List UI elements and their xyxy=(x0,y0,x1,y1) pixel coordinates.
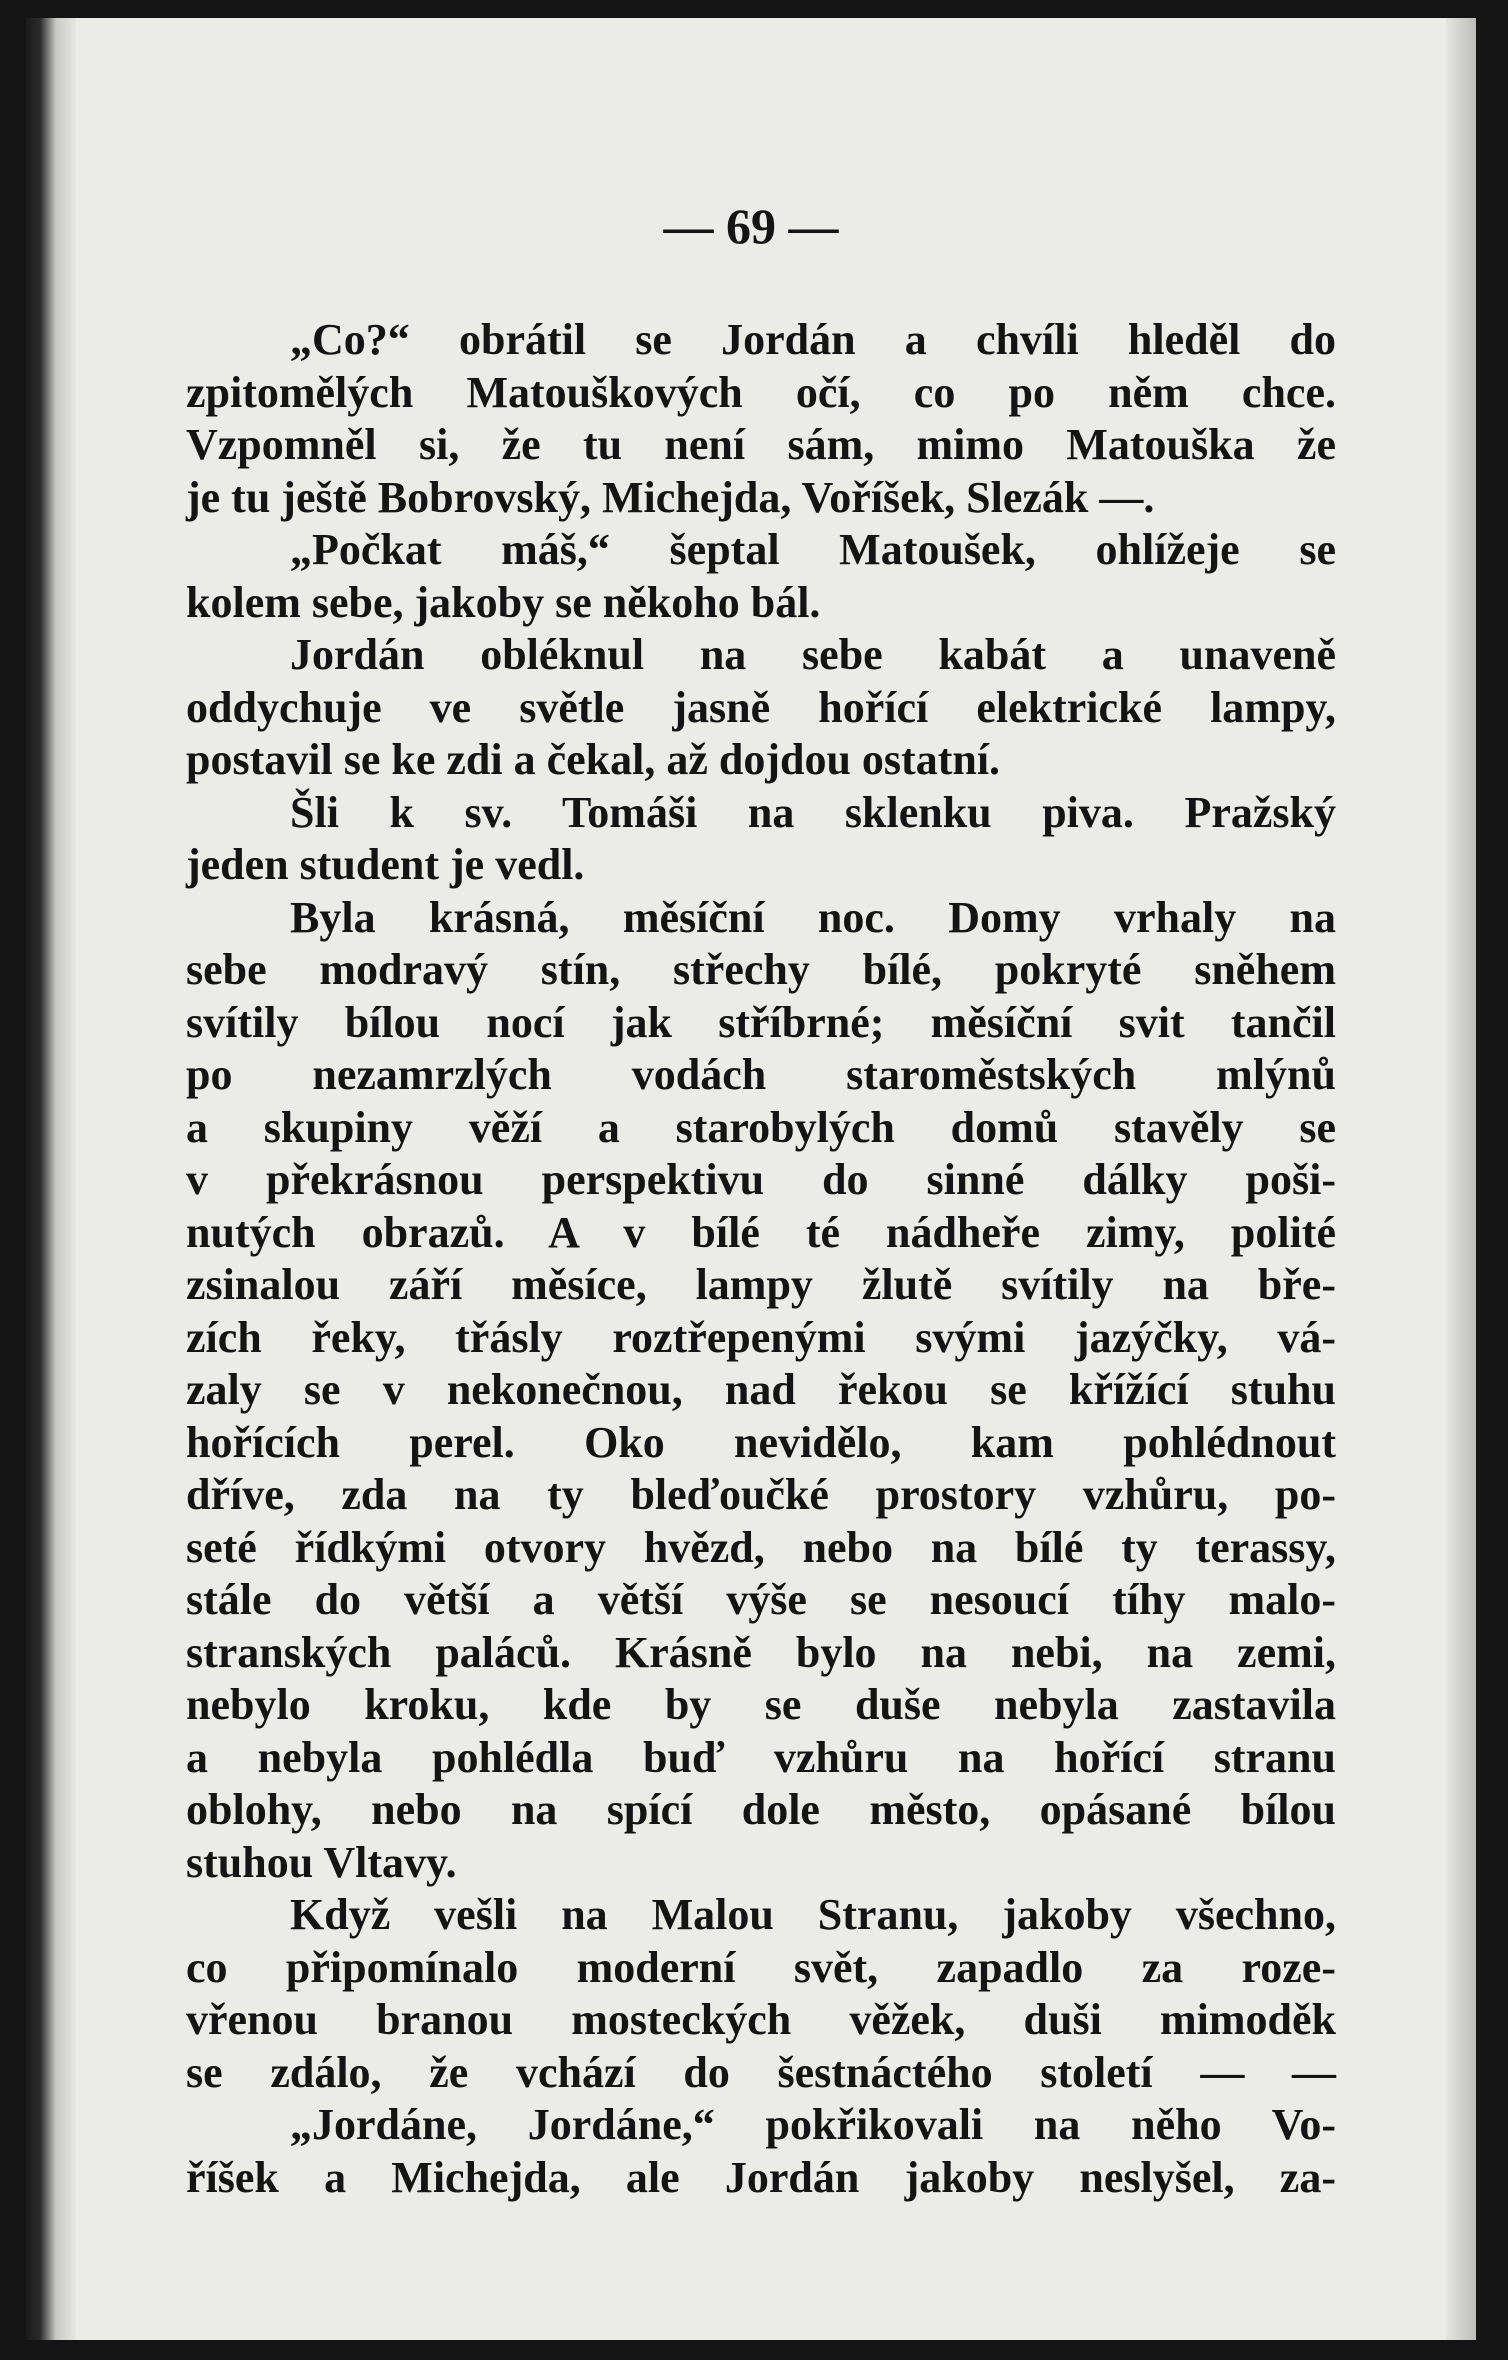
text-line: vřenou branou mosteckých věžek, duši mimoděk xyxy=(186,1995,1336,2044)
text-line: zsinalou září měsíce, lampy žlutě svítily na bře- xyxy=(186,1260,1336,1309)
page-edge xyxy=(1446,18,1476,2340)
text-line: „Jordáne, Jordáne,“ pokřikovali na něho Vo- xyxy=(290,2100,1336,2149)
text-line: „Počkat máš,“ šeptal Matoušek, ohlížeje se xyxy=(290,525,1336,574)
text-line: Vzpomněl si, že tu není sám, mimo Matouška že xyxy=(186,420,1336,469)
text-line: oblohy, nebo na spící dole město, opásané bílou xyxy=(186,1785,1336,1834)
text-line: nebylo kroku, kde by se duše nebyla zastavila xyxy=(186,1680,1336,1729)
text-line: v překrásnou perspektivu do sinné dálky poši- xyxy=(186,1155,1336,1204)
text-line: stále do větší a větší výše se nesoucí tíhy malo- xyxy=(186,1575,1336,1624)
text-line: nutých obrazů. A v bílé té nádheře zimy, polité xyxy=(186,1207,1336,1257)
text-line: „Co?“ obrátil se Jordán a chvíli hleděl do xyxy=(290,315,1336,364)
text-line: a nebyla pohlédla buď vzhůru na hořící stranu xyxy=(186,1732,1336,1782)
text-line: Když vešli na Malou Stranu, jakoby všechno, xyxy=(290,1890,1336,1939)
book-spine-shadow xyxy=(26,18,76,2340)
text-line: Byla krásná, měsíční noc. Domy vrhaly na xyxy=(290,892,1336,942)
book-page xyxy=(26,18,1476,2340)
text-line: sebe modravý stín, střechy bílé, pokryté sněhem xyxy=(186,945,1336,994)
text-line: po nezamrzlých vodách staroměstských mlýnů xyxy=(186,1050,1336,1099)
text-line: zpitomělých Matouškových očí, co po něm chce. xyxy=(186,367,1336,417)
text-line: stuhou Vltavy. xyxy=(186,1837,457,1887)
text-line: hořících perel. Oko nevidělo, kam pohlédnout xyxy=(186,1417,1336,1467)
text-line: svítily bílou nocí jak stříbrné; měsíční svit tančil xyxy=(186,997,1336,1047)
text-line: oddychuje ve světle jasně hořící elektrické lampy, xyxy=(186,682,1336,732)
text-line: stranských paláců. Krásně bylo na nebi, na zemi, xyxy=(186,1627,1336,1677)
text-line: kolem sebe, jakoby se někoho bál. xyxy=(186,577,821,627)
text-line: jeden student je vedl. xyxy=(186,840,585,889)
text-line: zích řeky, třásly roztřepenými svými jazýčky, vá- xyxy=(186,1312,1336,1362)
text-line: říšek a Michejda, ale Jordán jakoby neslyšel, za- xyxy=(186,2152,1336,2202)
text-line: Jordán obléknul na sebe kabát a unaveně xyxy=(290,630,1336,679)
text-line: Šli k sv. Tomáši na sklenku piva. Pražský xyxy=(290,787,1336,837)
text-line: postavil se ke zdi a čekal, až dojdou ostatní. xyxy=(186,735,1001,784)
text-line: co připomínalo moderní svět, zapadlo za roze- xyxy=(186,1942,1336,1992)
page-number: — 69 — xyxy=(663,198,839,254)
body-text xyxy=(186,314,1336,2204)
text-line: dříve, zda na ty bleďoučké prostory vzhůru, po- xyxy=(186,1470,1336,1519)
text-line: a skupiny věží a starobylých domů stavěly se xyxy=(186,1102,1336,1152)
text-line: se zdálo, že vchází do šestnáctého století — — xyxy=(186,2047,1336,2097)
text-line: zaly se v nekonečnou, nad řekou se křížící stuhu xyxy=(186,1365,1336,1414)
text-line: seté řídkými otvory hvězd, nebo na bílé ty terassy, xyxy=(186,1522,1336,1572)
text-line: je tu ještě Bobrovský, Michejda, Voříšek, Slezák —. xyxy=(186,472,1155,522)
